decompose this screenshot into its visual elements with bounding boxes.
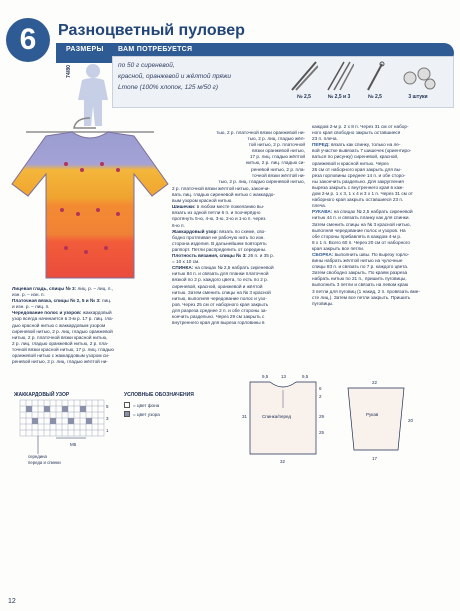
- instructions-column-3: [312, 124, 454, 307]
- text-line: протянуть 5-ю, 4-ю, 3-ю, 2-ю и 1-ю п. через: [172, 216, 266, 222]
- text-line: нитью 84 п. и связать для планки платочной: [172, 271, 269, 277]
- legend-item: = цвет фона: [124, 402, 159, 408]
- pattern-label: Спинка/перед: [262, 414, 291, 419]
- pattern-label: Рукав: [366, 412, 379, 417]
- sizes-label: РАЗМЕРЫ: [66, 46, 104, 53]
- text-line: оранжевой и красной нитью. Через: [312, 160, 389, 166]
- text-line: нитью 44 п. и связать планку как для спинки.: [312, 215, 410, 221]
- text-line: Платочная вязка, спицы № 2, 5 и № 3: лиц.: [12, 298, 112, 304]
- dim-label: 31: [242, 414, 248, 419]
- empty-cell-icon: [124, 402, 130, 408]
- materials-line: красной, оранжевой и жёлтой пряжи: [118, 73, 231, 80]
- text-line: узор всегда начинается в 3-м р. 17 р. лиц. гла-: [12, 316, 114, 322]
- text-line: Чередование полос и узоров: жаккардовый: [12, 310, 112, 316]
- text-line: нитью, 2 р. платочной вязки красной нитью,: [12, 334, 108, 340]
- instructions-column-2: [172, 186, 304, 326]
- text-line: обе стороны прибавлять в каждом 4-м р.: [312, 233, 402, 239]
- dim-label: 9,5: [262, 374, 269, 379]
- text-line: спицы 83 п. и связать по 7 р. каждого цвета.: [312, 264, 409, 270]
- dim-label: 29: [319, 414, 324, 419]
- text-line: тью, 2 р. лиц. гладью сиреневой нитью,: [218, 178, 305, 184]
- page-title: Разноцветный пуловер: [58, 22, 245, 39]
- text-line: СБОРКА: выполнить швы. По вырезу горло-: [312, 251, 410, 257]
- row-number: 5: [106, 404, 109, 409]
- text-line: оранжевой нитью с жаккардовым узором си-: [12, 353, 110, 359]
- text-line: 2 р. платочной вязки жёлтой нитью, закончи-: [172, 186, 270, 191]
- materials-line: по 50 г сиреневой,: [118, 62, 175, 69]
- text-line: нитью, 2 р. лиц. гладью си-: [245, 160, 305, 166]
- text-line: 3 петли для пуговиц (1 накид, 2 п. провязать вме-: [312, 288, 420, 294]
- text-line: СПИНКА: на спицах № 2,5 набрать сиреневой: [172, 265, 274, 271]
- row-number: 3: [106, 416, 109, 421]
- text-line: реневой нитью, 2 р. пла-: [251, 166, 305, 172]
- dim-label: 13: [281, 374, 287, 379]
- text-line: изн. р. – изн. п.: [12, 292, 45, 298]
- text-line: и изн. р. – лиц. п.: [12, 304, 50, 310]
- text-line: вой участке вывязать 7 шишечек (ориентиро-: [312, 148, 412, 154]
- double-pointed-needles-icon: [324, 60, 354, 92]
- pattern-front-schematic: [242, 368, 324, 466]
- text-line: сиреневой, красной, оранжевой и жёлтой: [172, 283, 263, 289]
- text-line: ров. Через 25 см от наборного края закрыть: [172, 301, 269, 307]
- text-line: выполнить 3 петли и связать на левом краю: [312, 282, 409, 288]
- text-line: = 10 х 10 см.: [172, 259, 200, 265]
- text-line: ны закончить раздельно. Для закругления: [312, 178, 404, 184]
- dim-label: 25: [319, 430, 324, 435]
- text-line: бодно протягивая не рабочую нить по изн.: [172, 234, 265, 240]
- tool-label: № 2,5: [297, 94, 311, 100]
- text-line: Жаккардовый узор: вязать по схеме, сво-: [172, 228, 266, 234]
- tool-label: № 2,5: [368, 94, 382, 100]
- text-line: Лицевая гладь, спицы № 3: лиц. р. – лиц. п.,: [12, 286, 114, 291]
- text-line: точной вязки жёлтой ни-: [251, 172, 305, 178]
- text-line: ваться по рисунку) сиреневой, красной,: [312, 154, 399, 160]
- dim-label: 32: [280, 459, 286, 464]
- text-line: ного края свободно закрыть оставшиеся: [312, 130, 401, 136]
- text-line: 6-ю п.: [172, 222, 185, 228]
- text-line: сиреневой нитью, 2 р. лиц. гладью оранжевой: [12, 328, 113, 334]
- filled-cell-icon: [124, 411, 130, 417]
- text-line: нитью. Затем сменить спицы на № 3 красной: [172, 289, 271, 295]
- text-line: внутреннего края для выреза горловины в: [172, 320, 265, 326]
- text-line: вязать из одной петли 6 п. и поочерёдно: [172, 210, 261, 216]
- text-line: Затем сменить спицы на № 3 красной нитью,: [312, 221, 411, 227]
- page-number: 12: [8, 598, 16, 605]
- text-line: нитью, выполняя чередование полос и узо-: [172, 295, 267, 301]
- text-line: дью красной нитью с жаккардовым узором: [12, 322, 106, 328]
- text-line: 17 р. лиц. гладью жёлтой: [249, 154, 305, 160]
- text-line: Плотность вязания, спицы № 3: 26 п. и 35 р.: [172, 253, 275, 259]
- text-line: 23 п. плеча.: [312, 136, 338, 142]
- materials-label: ВАМ ПОТРЕБУЕТСЯ: [118, 46, 193, 53]
- text-line: той нитью, 2 р. платочной: [248, 142, 305, 148]
- text-line: тью, 2 р. лиц. гладью жёл-: [247, 136, 305, 142]
- text-line: края закрыть все петли.: [312, 245, 365, 251]
- text-line: точной вязки красной нитью, 17 р. лиц. гладью: [12, 346, 114, 352]
- text-line: РУКАВА: на спицах № 2,5 набрать сиреневой: [312, 209, 413, 215]
- pattern-number-badge: 6: [6, 18, 50, 62]
- materials-line: Lmone (100% хлопок, 125 м/50 г): [118, 84, 218, 91]
- text-line: Затем свободно закрыть. По краям разреза: [312, 270, 408, 276]
- legend-item: = цвет узора: [124, 411, 160, 417]
- text-line: вины набрать жёлтой нитью на чулочные: [312, 258, 403, 264]
- dim-label: 20: [408, 418, 414, 423]
- text-line: наборного края закрыть оставшиеся 23 п.: [312, 197, 404, 203]
- text-line: для разреза среднее 2 п. и обе стороны за-: [172, 307, 268, 313]
- text-line: сте лиц.). Затем все петли закрыть. Пришить: [312, 294, 411, 300]
- dim-label: 6: [319, 386, 322, 391]
- text-line: тью, 2 р. платочной вязки оранжевой ни-: [216, 130, 305, 135]
- text-line: выреза закрыть с внутреннего края в каж-: [312, 184, 404, 190]
- text-line: кончить раздельно. Через 29 см закрыть с: [172, 313, 265, 319]
- text-line: вязки оранжевой нитью,: [252, 148, 305, 154]
- repeat-label: М5: [70, 442, 77, 447]
- dim-label: 9,5: [302, 374, 309, 379]
- size-value: 74/80: [66, 65, 72, 78]
- text-line: каждом 2-м р. 2 х 8 п. Через 31 см от набор-: [312, 124, 409, 129]
- dim-label: 22: [372, 380, 378, 385]
- row-number: 1: [106, 428, 109, 433]
- text-line: реневой нитью, 2 р. лиц. гладью жёлтой ни-: [12, 359, 108, 365]
- chart-title: ЖАККАРДОВЫЙ УЗОР: [14, 392, 70, 398]
- sweater-photo: [6, 114, 174, 286]
- instructions-column-2-top: [180, 130, 305, 185]
- text-line: вязкой по 2 р. каждого цвета, то есть по 2 р.: [172, 277, 269, 283]
- pattern-sleeve-schematic: [340, 376, 420, 466]
- text-line: 26 см от наборного края закрыть для вы-: [312, 166, 402, 172]
- text-line: вым узором красной нитью.: [172, 198, 233, 204]
- buttons-icon: [402, 64, 438, 90]
- instructions-column-1: [12, 286, 172, 365]
- materials-list: [118, 60, 286, 93]
- crochet-hook-icon: [364, 60, 386, 92]
- text-line: Шишечки: в любом месте пожеланию вы-: [172, 204, 265, 210]
- text-line: сторона изделия. В дальнейшем повторять: [172, 240, 267, 246]
- knitting-needles-icon: [290, 60, 318, 92]
- tool-label: № 2,5 и 3: [327, 94, 351, 100]
- tool-label: 3 штуки: [408, 94, 428, 100]
- text-line: плеча.: [312, 203, 327, 209]
- dim-label: 2: [319, 394, 322, 399]
- chart-center-label: середина переда и спинки: [28, 454, 61, 465]
- text-line: ПЕРЕД: вязать как спинку, только на ле-: [312, 142, 401, 148]
- text-line: пуговицы.: [312, 300, 334, 306]
- text-line: дом 2-м р. 1 х 3, 1 х 4 и 3 х 1 п. Через 31 см от: [312, 191, 413, 197]
- dim-label: 17: [372, 456, 378, 461]
- legend-title: УСЛОВНЫЕ ОБОЗНАЧЕНИЯ: [124, 392, 194, 398]
- text-line: вать лиц. гладью сиреневой нитью с жаккардо-: [172, 192, 275, 198]
- text-line: набрать нитью по 21 п., пришить пуговицы,: [312, 276, 407, 282]
- text-line: 8 х 1 п. Всего 60 п. Через 20 см от наборного: [312, 239, 410, 245]
- text-line: 2 р. лиц. гладью оранжевой нитью, 2 р. пла-: [12, 340, 109, 346]
- text-line: реза горловины среднее 14 п. и обе сторо-: [312, 172, 406, 178]
- text-line: выполняя чередование полос и узоров. На: [312, 227, 406, 233]
- text-line: раппорт. Петли распределить от середины.: [172, 246, 267, 252]
